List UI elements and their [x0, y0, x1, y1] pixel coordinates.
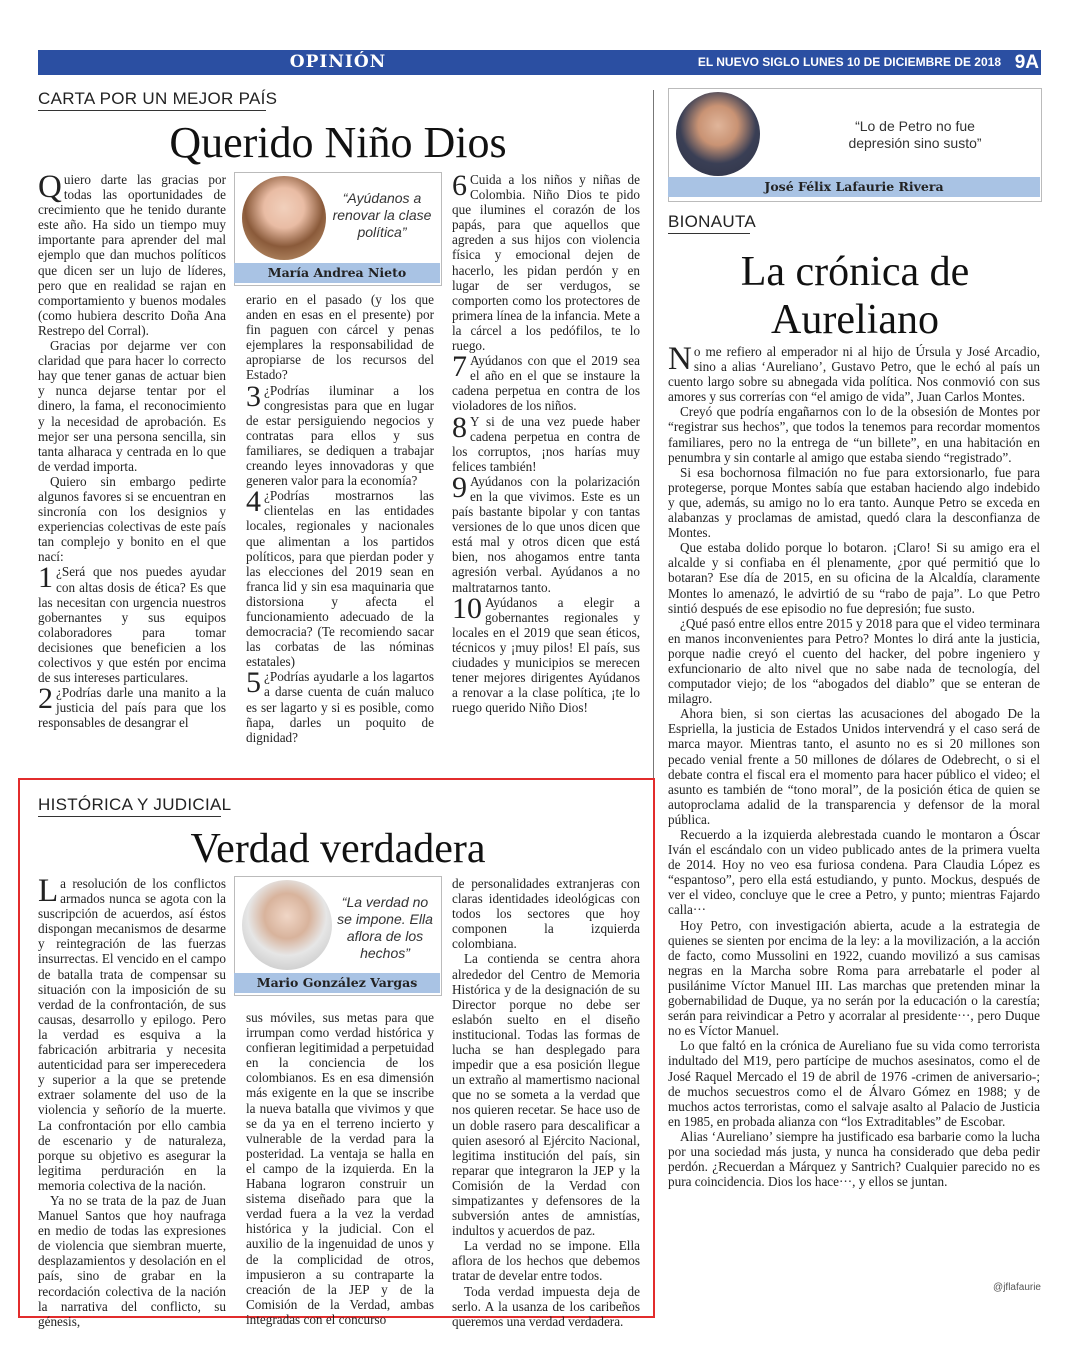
article1-title: Querido Niño Dios [169, 118, 507, 167]
author-photo [676, 92, 760, 176]
article1-quote: “Ayúdanos a renovar la clase política” [332, 190, 432, 240]
article2-col2: sus móviles, sus metas para que irrumpan como verdad histórica y confieran legitimidad a perpetuidad en la conciencia de los colombianos. Es en esa dimensión más exigente en la que se inscribe la nueva batalla que vivimos y que se da ya en el terreno incierto y vulnerable de la verdad para la posteridad. La ventaja se halla en el campo de la izquierda. En la Habana lograron construir un sistema diseñado para que la verdad fuera a la vez la verdad histórica y la judicial. Con el auxilio de la ingenuidad de unos y de la complicidad de otros, impusieron a su contraparte la creación de la JEP y de la Comisión de la Verdad, ambas integradas con el concurso [246, 1010, 434, 1327]
article2-kicker: HISTÓRICA Y JUDICIAL [38, 795, 221, 817]
article1-col1: Quiero darte las gracias por todas las oportunidades de crecimiento que he tenido durante este año. Ha sido un tiempo muy importante para aprender del mal ejemplo que dan muchos políticos que dicen ser un lujo de líderes, pero que en realidad se rajan en comportamiento y buenos modales (como hubiera descrito Doña Ana Restrepo del Corral). Gracias por dejarme ver con claridad que para hacer lo correcto hay que tener ganas de actuar bien y nunca dejarse tentar por el dinero, la fama, el reconocimiento y la necesidad de aprobación. Es mejor ser una persona sencilla, sin tanta alharaca y centrada en lo que de verdad importa. Quiero sin embargo pedirte algunos favores si se encuentran en sincronía con los designios y experiencias colectivas de este país tan complejo y bonito en el que nací: 1 ¿Será que nos puedes ayudar con altas dosis de ética? Es que las necesitan con urgencia nuestros gobernantes y sus equipos colaboradores para tomar decisiones que beneficien a los colectivos y que estén por encima de sus intereses particulares. 2 ¿Podrías darle una manito a la justicia del país para que los responsables de desangrar el [38, 169, 226, 731]
author-photo [242, 176, 326, 260]
article3-quote: “Lo de Petro no fue depresión sino susto” [848, 118, 982, 151]
author-photo [242, 880, 332, 970]
author-handle: @jflafaurie [993, 1282, 1041, 1293]
article2-author-name: Mario González Vargas [234, 973, 440, 993]
article1-kicker: CARTA POR UN MEJOR PAÍS [38, 89, 266, 111]
article1-author-name: María Andrea Nieto [234, 263, 440, 283]
section-title: OPINIÓN [289, 52, 387, 72]
article1-col2: erario en el pasado (y los que anden en esas en el presente) por fin paguen con cárcel y penas ejemplares la responsabilidad de apropiarse de los recursos del Estado? 3 ¿Podrías iluminar a los congresistas para que en lugar de estar persiguiendo negocios y contratas para ellos y sus familiares, se dediquen a trabajar creando leyes innovadoras y que generen valor para la economía? 4 ¿Podrías mostrarnos las clientelas en las entidades locales, regionales y nacionales que alimentan a los partidos políticos, para que pierdan poder y las elecciones del 2019 sean en franca lid y sin esa maquinaria que distorsiona y afecta el funcionamiento adecuado de la democracia? (Te recomiendo sacar las corbatas de las nóminas estatales) 5 ¿Podrías ayudarle a los lagartos a darse cuenta de cuán maluco es ser lagarto y si es posible, como ñapa, darles un poquito de dignidad? [246, 292, 434, 745]
article2-col3: de personalidades extranjeras con claras identidades ideológicas con todos los sectores que hoy componen la izquierda colombiana. La contienda se centra ahora alrededor del Centro de Memoria Histórica y de la designación de su Director porque no debe ser eslabón suelto en el diseño institucional. Todas las formas de lucha se han desplegado para impedir que a esa posición llegue un extraño al mamertismo nacional que no se someta a la verdad que nos quieren recetar. Se hace uso de un doble rasero para descalificar a quien asesoró al Ejército Nacional, legitima institución del país, sin reparar que integraron la JEP y la Comisión de la Verdad con simpatizantes y defensores de la subversión antes de amnistías, indultos y acuerdos de paz. La verdad no se impone. Ella aflora de los hechos que debemos tratar de develar entre todos. Toda verdad impuesta deja de serlo. A la usanza de los caribeños queremos una verdad verdadera. [452, 876, 640, 1329]
article2-col1: La resolución de los conflictos armados nunca se agota con la suscripción de acuerdos, así éstos dispongan mecanismos de desarme y reintegración de las fuerzas insurrectas. El vencido en el campo de batalla trata de compensar su situación con la imposición de su verdad de la confrontación, de sus causas, desarrollo y epilogo. Pero la verdad es esquiva a la fabricación arbitraria y necesita autenticidad para ser imperecedera y superior a la que se pretende extraer solamente del uso de la violencia y señorío de la muerte. La confrontación por ello cambia de escenario y de naturaleza, porque su objetivo es asegurar la legitima perduración en la memoria colectiva de la nación. Ya no se trata de la paz de Juan Manuel Santos que hoy naufraga en medio de todas las expresiones de violencia que siembran muerte, desplazamientos y desolación en el país, sino de grabar en la recordación colectiva de la nación la narrativa del conflicto, su génesis, [38, 873, 226, 1329]
article3-title: La crónica de Aureliano [740, 249, 970, 343]
article3-body: No me refiero al emperador ni al hijo de Úrsula y José Arcadio, sino a alias ‘Aureliano’, Gustavo Petro, que le echó al país un cuento largo sobre su abnegada vida política. Nos conmovió con sus amores y sus correrías con “el amigo de vida”, Juan Carlos Montes. Creyó que podría engañarnos con lo de la obsesión de Montes por “registrar sus hechos”, que todos la tenemos para recordar momentos familiares, pero no la entrega de “un billete”, en una habitación en penumbra y sin contarle al amigo que estaba siendo “registrado”. Si esa bochornosa filmación no fue para extorsionarlo, fue para protegerse, porque Montes sabía que estaban haciendo algo indebido y que, además, su amigo no lo era tanto. Aunque Petro se exceda en alabanzas y proclamas de amistad, quedó clara la desconfianza de Montes. Que estaba dolido porque lo botaron. ¡Claro! Si su amigo era el alcalde y si confiaba en él plenamente, ¿por qué permitió que lo botaran? Ese día de 2015, en su oficina de la Alcaldía, claramente Montes lo amenazó, le advirtió de su “rabo de paja”. Lo que Petro sintió después de ese episodio no fue depresión; fue susto. ¿Qué pasó entre ellos entre 2015 y 2018 para que el video terminara en manos inconvenientes para Petro? Montes lo dirá ante la justicia, porque nadie creyó el cuento del hacker, del pobre ingeniero y exfuncionario de alto nivel que no sabe nada de tecnología, del computador viejo; de los “abogados del diablo” que se enteran de milagro. Ahora bien, si son ciertas las acusaciones del abogado De la Espriella, la justicia de Estados Unidos intervendrá y el caso será de marca mayor. Mientras tanto, el asunto no es si 20 millones son pecado venial frente a 50 millones de dólares de Odebrecht, o si el debate contra el fiscal era el momento para hacer público el video; el asunto es también de “tono moral”, de la posición ética de quien se autoproclama adalid de la transparencia y defensor de la moral pública. Recuerdo a la izquierda alebrestada cuando le montaron a Óscar Iván el escándalo con un video publicado antes de la primera vuelta de 2014. Hoy no veo esa furiosa condena. Para Claudia López es “espantoso”, pero ella está estudiando, y punto. Mockus, después de ver el video, concluye que le cree a Petro, y punto; mientras Fajardo calla··· Hoy Petro, con investigación abierta, acude a la estrategia de quienes se sienten por encima de la ley: a la movilización, a la acción de facto, como Mussolini en 1922, cuando movilizó a sus camisas negras en la Marcha sobre Roma para arrebatarle el poder al pusilánime Víctor Manuel III. Las marchas que pretenden minar la gobernabilidad de Duque, ya no serán por la educación o la carestía; serán para reivindicar a Petro y acorralar al presidente···, pero Duque no es Víctor Manuel. Lo que faltó en la crónica de Aureliano fue su vida como terrorista indultado del M19, pero partícipe de muchos asesinatos, como el de José Raquel Mercado el 19 de abril de 1976 -crimen de aniversario-; de muchos secuestros como el de Álvaro Gómez en 1988; y de muchos actos terroristas, como el salvaje asalto al Palacio de Justicia en 1985, en probada alianza con “los Extraditables” de Escobar. Alias ‘Aureliano’ siempre ha justificado esa barbarie como la lucha por una sociedad más justa, y nunca ha considerado que deba pedir perdón. ¿Recuerdan a Márquez y Santrich? Cualquier parecido no es pura coincidencia. Dios los hace···, y ellos se juntan. [668, 341, 1040, 1190]
article1-col3: 6 Cuida a los niños y niñas de Colombia. Niño Dios te pido que ilumines el corazón de los papás, para que aquellos que agreden a sus hijos con violencia física y emocional dejen de hacerlo, les pidan perdón y en lugar de ser verdugos, se comporten como los protectores de primera línea de la infancia. Mete a la cárcel a los pedófilos, te lo ruego. 7 Ayúdanos con que el 2019 sea el año en el que se instaure la cadena perpetua en contra de los violadores de los niños. 8 Y si de una vez puede haber cadena perpetua en contra de los corruptos, ¡nos harías muy felices también! 9 Ayúdanos con la polarización en la que vivimos. Este es un país bastante bipolar y con tantas versiones de lo que unos dicen que está mal y otros dicen que está bien, nos ahogamos entre tanta agresión verbal. Ayúdanos a no maltratarnos tanto. 10 Ayúdanos a elegir a gobernantes regionales y locales en el 2019 que sean éticos, técnicos y ¡muy pilos! El país, sus ciudades y municipios se merecen tener mejores dirigentes Ayúdanos a renovar a la clase política, ¡te lo ruego querido Niño Dios! [452, 169, 640, 716]
article2-title: Verdad verdadera [190, 826, 486, 872]
dropcap: L [38, 873, 59, 909]
article3-kicker: BIONAUTA [668, 212, 750, 234]
article2-quote: “La verdad no se impone. Ella aflora de los hechos” [337, 894, 433, 961]
article3-author-name: José Félix Lafaurie Rivera [668, 177, 1040, 197]
dropcap: Q [38, 169, 62, 205]
paper-date: EL NUEVO SIGLO LUNES 10 DE DICIEMBRE DE 2018 [697, 55, 1001, 69]
dropcap: N [668, 341, 692, 377]
page-number: 9A [1014, 52, 1039, 73]
